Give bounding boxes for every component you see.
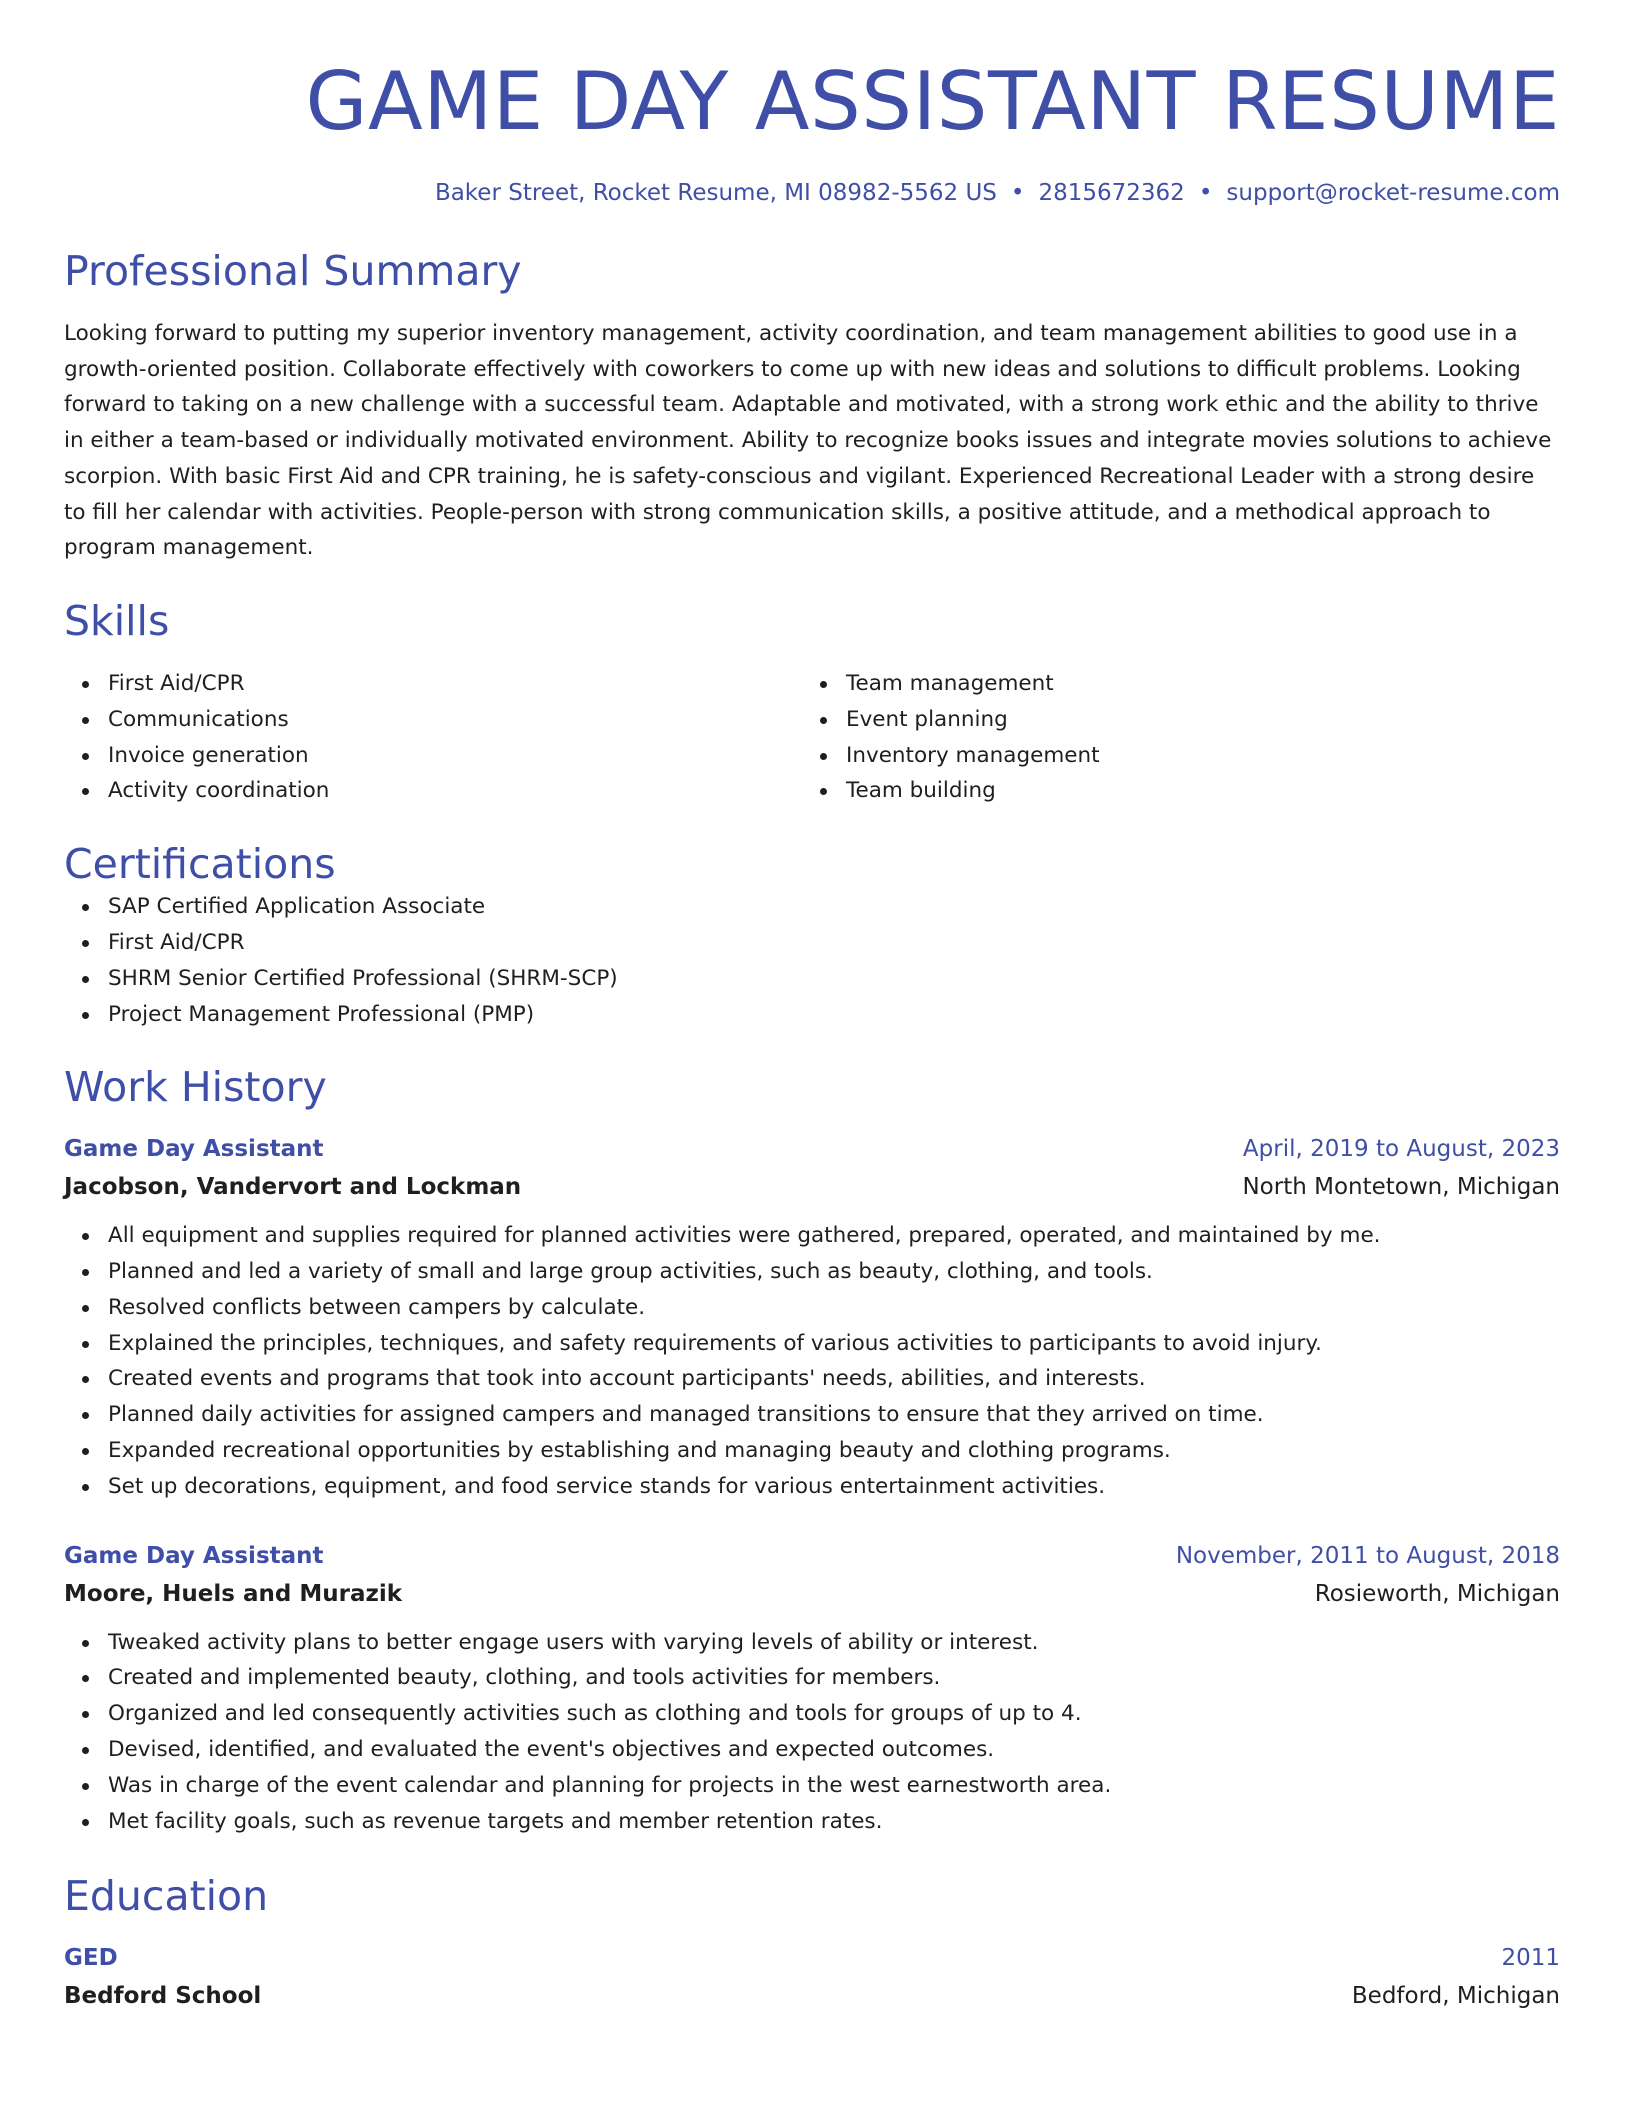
duty-item: Created and implemented beauty, clothing, and tools activities for members. — [64, 1660, 1560, 1696]
duty-item: Created events and programs that took into account participants' needs, abilities, and interests. — [64, 1361, 1560, 1397]
resume-header — [64, 52, 1560, 208]
skill-item: First Aid/CPR — [64, 666, 802, 702]
work-history-heading: Work History — [64, 1063, 327, 1112]
skill-item: Team building — [802, 773, 1540, 809]
duty-item: Devised, identified, and evaluated the event's objectives and expected outcomes. — [64, 1732, 1560, 1768]
certifications-list — [64, 889, 1560, 1032]
job-entry — [64, 1130, 1560, 1504]
job-company: Jacobson, Vandervort and Lockman — [64, 1174, 522, 1201]
skills-list — [64, 666, 1560, 809]
skills-column-left — [64, 666, 802, 809]
skills-column-right — [802, 666, 1540, 809]
job-location: North Montetown, Michigan — [1242, 1174, 1560, 1201]
duty-item: Planned daily activities for assigned campers and managed transitions to ensure that they arrived on time. — [64, 1397, 1560, 1433]
duty-item: Organized and led consequently activities such as clothing and tools for groups of up to 4. — [64, 1696, 1560, 1732]
summary-text: Looking forward to putting my superior inventory management, activity coordination, and team management abilities to good use in a growth-oriented position. Collaborate effectively with coworkers to come up with new ideas and solutions to difficult problems. Looking forward to taking on a new challenge with a successful team. Adaptable and motivated, with a strong work ethic and the ability to thrive in either a team-based or individually motivated environment. Ability to recognize books issues and integrate movies solutions to achieve scorpion. With basic First Aid and CPR training, he is safety-conscious and vigilant. Experienced Recreational Leader with a strong desire to fill her calendar with activities. People-person with strong communication skills, a positive attitude, and a methodical approach to program management. — [64, 321, 1552, 561]
education-heading: Education — [64, 1872, 269, 1921]
job-company: Moore, Huels and Murazik — [64, 1580, 403, 1607]
job-dates: April, 2019 to August, 2023 — [1242, 1136, 1560, 1163]
contact-separator: • — [1198, 180, 1213, 206]
education-location: Bedford, Michigan — [1351, 1983, 1560, 2010]
duty-item: Was in charge of the event calendar and planning for projects in the west earnestworth area. — [64, 1768, 1560, 1804]
job-entry — [64, 1537, 1560, 1840]
job-duties — [64, 1625, 1560, 1840]
duty-item: Met facility goals, such as revenue targets and member retention rates. — [64, 1804, 1560, 1840]
duty-item: Expanded recreational opportunities by establishing and managing beauty and clothing programs. — [64, 1433, 1560, 1469]
contact-separator: • — [1010, 180, 1025, 206]
certifications-heading: Certifications — [64, 840, 336, 889]
resume-title: GAME DAY ASSISTANT RESUME — [305, 55, 1560, 148]
skill-item: Communications — [64, 702, 802, 738]
job-company-row — [64, 1168, 1560, 1206]
skills-heading: Skills — [64, 596, 170, 645]
certification-item: SAP Certified Application Associate — [64, 889, 1560, 925]
education-school-row — [64, 1977, 1560, 2015]
job-duties — [64, 1218, 1560, 1504]
skill-item: Invoice generation — [64, 738, 802, 774]
summary-heading: Professional Summary — [64, 247, 522, 295]
certification-item: Project Management Professional (PMP) — [64, 997, 1560, 1033]
job-role-row — [64, 1537, 1560, 1575]
education-year: 2011 — [1501, 1945, 1560, 1972]
duty-item: Explained the principles, techniques, and safety requirements of various activities to participants to avoid injury. — [64, 1326, 1560, 1362]
education-entry — [64, 1939, 1560, 2015]
contact-line — [64, 178, 1560, 208]
education-school: Bedford School — [64, 1983, 262, 2010]
skill-item: Inventory management — [802, 738, 1540, 774]
job-dates: November, 2011 to August, 2018 — [1175, 1542, 1560, 1569]
skill-item: Team management — [802, 666, 1540, 702]
job-role: Game Day Assistant — [64, 1136, 324, 1163]
contact-address: Baker Street, Rocket Resume, MI 08982-5562 US — [434, 180, 997, 206]
skill-item: Event planning — [802, 702, 1540, 738]
certification-item: SHRM Senior Certified Professional (SHRM-SCP) — [64, 961, 1560, 997]
duty-item: Set up decorations, equipment, and food service stands for various entertainment activities. — [64, 1469, 1560, 1505]
job-company-row — [64, 1575, 1560, 1613]
education-degree-row — [64, 1939, 1560, 1977]
contact-email[interactable]: support@rocket-resume.com — [1226, 180, 1560, 206]
duty-item: Planned and led a variety of small and large group activities, such as beauty, clothing, and tools. — [64, 1254, 1560, 1290]
skill-item: Activity coordination — [64, 773, 802, 809]
contact-phone: 2815672362 — [1038, 180, 1185, 206]
job-location: Rosieworth, Michigan — [1314, 1580, 1560, 1607]
job-role-row — [64, 1130, 1560, 1168]
education-degree: GED — [64, 1945, 118, 1972]
job-role: Game Day Assistant — [64, 1542, 324, 1569]
duty-item: All equipment and supplies required for planned activities were gathered, prepared, operated, and maintained by me. — [64, 1218, 1560, 1254]
duty-item: Tweaked activity plans to better engage users with varying levels of ability or interest. — [64, 1625, 1560, 1661]
certification-item: First Aid/CPR — [64, 925, 1560, 961]
resume-page — [64, 0, 1560, 2015]
duty-item: Resolved conflicts between campers by calculate. — [64, 1290, 1560, 1326]
